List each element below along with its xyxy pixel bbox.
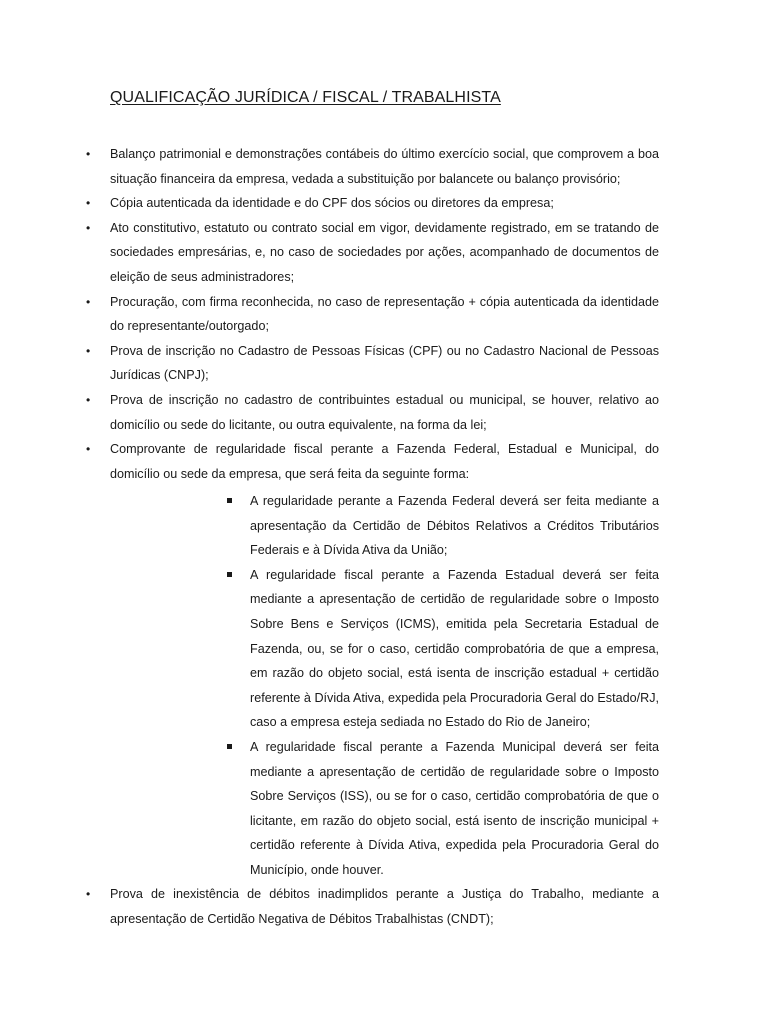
sublist-item xyxy=(250,735,659,883)
square-bullet-icon xyxy=(227,744,232,749)
bullet-icon: • xyxy=(86,343,91,358)
sublist-item-text: A regularidade perante a Fazenda Federal deverá ser feita mediante a apresentação da Certidão de Débitos Relativos a Créditos Tributários Federais e à Dívida Ativa da União; xyxy=(250,494,659,558)
fiscal-regularity-sublist xyxy=(110,489,659,883)
page-title: QUALIFICAÇÃO JURÍDICA / FISCAL / TRABALHISTA xyxy=(110,89,501,106)
sublist-item xyxy=(250,489,659,563)
list-item xyxy=(0,882,659,931)
list-item xyxy=(0,437,659,486)
list-item xyxy=(0,339,659,388)
bullet-icon: • xyxy=(86,196,91,211)
list-item-text: Ato constitutivo, estatuto ou contrato social em vigor, devidamente registrado, em se tratando de sociedades empresárias, e, no caso de sociedades por ações, acompanhado de documentos de eleição de seus administradores; xyxy=(110,220,659,284)
list-item xyxy=(0,191,659,216)
square-bullet-icon xyxy=(227,498,232,503)
square-bullet-icon xyxy=(227,572,232,577)
requirements-list xyxy=(0,142,770,486)
list-item-text: Comprovante de regularidade fiscal perante a Fazenda Federal, Estadual e Municipal, do domicílio ou sede da empresa, que será feita da seguinte forma: xyxy=(110,442,659,481)
list-item xyxy=(0,290,659,339)
list-item xyxy=(0,216,659,290)
sublist-item-text: A regularidade fiscal perante a Fazenda Estadual deverá ser feita mediante a apresentação de certidão de regularidade sobre o Imposto Sobre Bens e Serviços (ICMS), emitida pela Secretaria Estadual de Fazenda, ou, se for o caso, certidão comprobatória de que a empresa, em razão do objeto social, está isenta de inscrição estadual + certidão referente à Dívida Ativa, expedida pela Procuradoria Geral do Estado/RJ, caso a empresa esteja sediada no Estado do Rio de Janeiro; xyxy=(250,567,659,730)
bullet-icon: • xyxy=(86,147,91,161)
list-item xyxy=(0,388,659,437)
bullet-icon: • xyxy=(86,442,91,457)
list-item-text: Cópia autenticada da identidade e do CPF dos sócios ou diretores da empresa; xyxy=(110,196,554,211)
list-item-text: Prova de inscrição no Cadastro de Pessoas Físicas (CPF) ou no Cadastro Nacional de Pessoas Jurídicas (CNPJ); xyxy=(110,343,659,383)
bullet-icon: • xyxy=(86,392,91,407)
list-item-text: Prova de inscrição no cadastro de contribuintes estadual ou municipal, se houver, relativo ao domicílio ou sede do licitante, ou outra equivalente, na forma da lei; xyxy=(110,392,659,432)
list-item xyxy=(0,142,659,191)
sublist-item xyxy=(250,563,659,735)
list-item-text: Prova de inexistência de débitos inadimplidos perante a Justiça do Trabalho, mediante a apresentação de Certidão Negativa de Débitos Trabalhistas (CNDT); xyxy=(110,887,659,926)
bullet-icon: • xyxy=(86,294,91,309)
list-item-text: Procuração, com firma reconhecida, no caso de representação + cópia autenticada da identidade do representante/outorgado; xyxy=(110,294,659,334)
sublist-item-text: A regularidade fiscal perante a Fazenda Municipal deverá ser feita mediante a apresentação de certidão de regularidade sobre o Imposto Sobre Serviços (ISS), ou se for o caso, certidão comprobatória de que o licitante, em razão do objeto social, está isento de inscrição municipal + certidão referente à Dívida Ativa, expedida pela Procuradoria Geral do Município, onde houver. xyxy=(250,739,659,877)
requirements-list-continued xyxy=(0,882,770,931)
bullet-icon: • xyxy=(86,887,91,901)
bullet-icon: • xyxy=(86,220,91,235)
list-item-text: Balanço patrimonial e demonstrações contábeis do último exercício social, que comprovem a boa situação financeira da empresa, vedada a substituição por balancete ou balanço provisório; xyxy=(110,147,659,186)
